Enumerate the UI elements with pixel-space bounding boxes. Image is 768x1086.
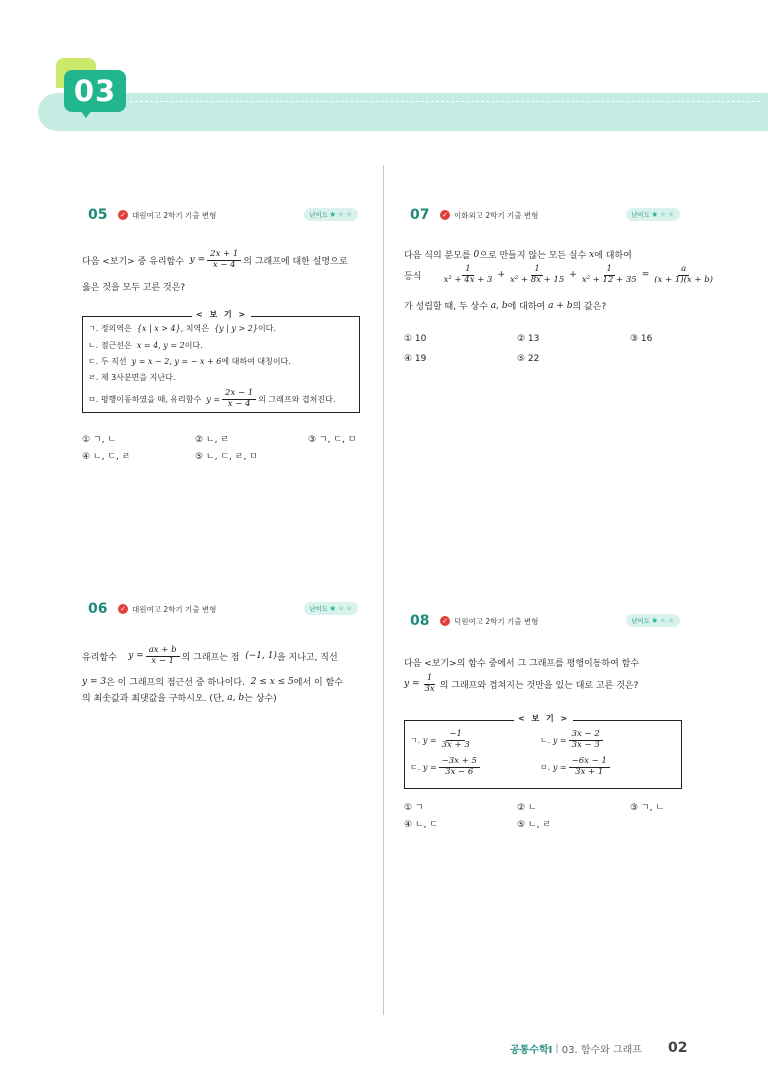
star-empty-icon: ★ <box>345 604 353 613</box>
q08-choice-4[interactable]: ④ ㄴ, ㄷ <box>404 820 439 830</box>
star-empty-icon: ★ <box>667 210 675 219</box>
q05-choice-3[interactable]: ③ ㄱ, ㄷ, ㅁ <box>308 435 357 445</box>
star-empty-icon: ★ <box>337 604 345 613</box>
difficulty-label: 난이도 <box>309 211 329 219</box>
star-filled-icon: ★ <box>329 210 337 219</box>
footer-separator: | <box>555 1042 559 1054</box>
q06-difficulty-badge <box>304 602 358 615</box>
q08-stem-line1: 다음 <보기>의 함수 중에서 그 그래프를 평행이동하여 함수 <box>404 659 640 669</box>
q05-choice-2[interactable]: ② ㄴ, ㄹ <box>195 435 230 445</box>
q07-number: 07 <box>410 207 430 223</box>
check-icon: ✓ <box>440 616 450 626</box>
q07-header <box>410 206 538 224</box>
q08-item-2: ㄴ. y = $\frac{3x - 2}{3x - 3}$ <box>540 730 605 751</box>
q05-bogi-title: < 보 기 > <box>192 309 251 320</box>
q05-item-1: ㄱ. 정의역은 {x | x > 4}, 치역은 {y | y > 2} 이다. <box>88 324 276 333</box>
footer-chapter: 03. 함수와 그래프 <box>561 1044 642 1056</box>
fraction: $\frac{a}{(x + 1)(x + b)}$ <box>654 264 714 285</box>
difficulty-label: 난이도 <box>309 605 329 613</box>
q08-item-1: ㄱ. y = $\frac{-1}{3x + 3}$ <box>410 729 470 750</box>
q07-choice-5[interactable]: ⑤ 22 <box>517 354 540 364</box>
star-filled-icon: ★ <box>651 616 659 625</box>
q08-choice-1[interactable]: ① ㄱ <box>404 803 424 813</box>
star-empty-icon: ★ <box>337 210 345 219</box>
q08-choice-5[interactable]: ⑤ ㄴ, ㄹ <box>517 820 552 830</box>
q05-choice-4[interactable]: ④ ㄴ, ㄷ, ㄹ <box>82 452 131 462</box>
page-footer <box>510 1040 687 1056</box>
star-empty-icon: ★ <box>345 210 353 219</box>
star-empty-icon: ★ <box>659 616 667 625</box>
badge-tail <box>80 110 92 118</box>
q06-stem-line3: 의 최솟값과 최댓값을 구하시오. (단, a, b 는 상수) <box>82 692 277 704</box>
q05-difficulty-badge <box>304 208 358 221</box>
q07-difficulty-badge <box>626 208 680 221</box>
q08-header <box>410 612 538 630</box>
check-icon: ✓ <box>440 210 450 220</box>
q08-source: 덕원여고 2학기 기출 변형 <box>454 616 539 626</box>
star-empty-icon: ★ <box>659 210 667 219</box>
q05-source: 대원여고 2학기 기출 변형 <box>132 210 217 220</box>
q05-item-5: ㅁ. 평행이동하였을 때, 유리함수 y = $\frac{2x - 1}{x - 4}$ 의 그래프와 겹쳐진다. <box>88 388 336 409</box>
difficulty-label: 난이도 <box>631 617 651 625</box>
q06-source: 대원여고 2학기 기출 변형 <box>132 604 217 614</box>
q05-item-4: ㄹ. 제 3사분면을 지난다. <box>88 373 176 382</box>
fraction: $\frac{1}{\text{x² + 12 + 35}}$ <box>581 264 637 285</box>
q08-stem-line2: y = $\frac{1}{3x}$ 의 그래프와 겹쳐지는 것만을 있는 대로 고른 것은? <box>404 673 639 694</box>
q07-choice-1[interactable]: ① 10 <box>404 334 427 344</box>
star-empty-icon: ★ <box>667 616 675 625</box>
check-icon: ✓ <box>118 210 128 220</box>
q08-choice-2[interactable]: ② ㄴ <box>517 803 537 813</box>
column-divider <box>383 165 384 1015</box>
q05-item-3: ㄷ. 두 직선 y = x − 2, y = − x + 6 에 대하여 대칭이다. <box>88 357 291 366</box>
fraction: $\frac{2x + 1}{x - 4}$ <box>207 250 241 271</box>
header-dashed-line <box>130 101 760 102</box>
difficulty-label: 난이도 <box>631 211 651 219</box>
unit-number-badge: 03 <box>64 70 126 112</box>
q07-choice-2[interactable]: ② 13 <box>517 334 540 344</box>
q07-choice-3[interactable]: ③ 16 <box>630 334 653 344</box>
fraction: $\frac{2x - 1}{x - 4}$ <box>222 389 256 410</box>
q08-choice-3[interactable]: ③ ㄱ, ㄴ <box>630 803 665 813</box>
fraction: $\frac{1}{\text{x² + 8x + 15}}$ <box>509 264 565 285</box>
q05-choice-1[interactable]: ① ㄱ, ㄴ <box>82 435 117 445</box>
q05-stem-line2: 옳은 것을 모두 고른 것은? <box>82 283 186 293</box>
q07-stem-line3: 가 성립할 때, 두 상수 a, b 에 대하여 a + b 의 값은? <box>404 300 607 312</box>
q07-choice-4[interactable]: ④ 19 <box>404 354 427 364</box>
q08-number: 08 <box>410 613 430 629</box>
q05-header <box>88 206 216 224</box>
star-filled-icon: ★ <box>329 604 337 613</box>
q08-item-3: ㄷ. y = $\frac{-3x + 5}{3x - 6}$ <box>410 757 482 778</box>
q07-source: 이화외고 2학기 기출 변형 <box>454 210 539 220</box>
q06-number: 06 <box>88 601 108 617</box>
q07-stem-line1: 다음 식의 분모를 0 으로 만들지 않는 모든 실수 x 에 대하여 <box>404 249 632 261</box>
fraction: $\frac{1}{3x}$ <box>424 673 435 694</box>
header-band <box>38 93 768 131</box>
page-number: 02 <box>667 1040 688 1056</box>
q07-equation: 등식 $\frac{1}{\text{x² + 4x + 3}}$ + $\frac{1}{\text{x² + 8x + 15}}$ + $\frac{1}{\text{x² + 12 + 35}}$ = $\frac{a}{(x + 1)(x + b)}$ <box>404 265 718 286</box>
q06-stem-line1: 유리함수 y = $\frac{ax + b}{x - 1}$ 의 그래프는 점 (−1, 1) 을 지나고, 직선 <box>82 645 338 666</box>
footer-book: 공통수학I <box>510 1044 553 1056</box>
q08-item-4: ㅁ. y = $\frac{-6x - 1}{3x + 1}$ <box>540 757 612 778</box>
q08-difficulty-badge <box>626 614 680 627</box>
q05-choice-5[interactable]: ⑤ ㄴ, ㄷ, ㄹ, ㅁ <box>195 452 258 462</box>
q05-item-2: ㄴ. 점근선은 x = 4, y = 2 이다. <box>88 341 203 350</box>
q05-stem-line1: 다음 <보기> 중 유리함수 y = $\frac{2x + 1}{x - 4}$ 의 그래프에 대한 설명으로 <box>82 249 348 270</box>
fraction: $\frac{1}{\text{x² + 4x + 3}}$ <box>443 264 493 285</box>
q06-stem-line2: y = 3 은 이 그래프의 점근선 중 하나이다. 2 ≤ x ≤ 5 에서 이 함수 <box>82 676 343 688</box>
fraction: $\frac{ax + b}{x - 1}$ <box>146 646 180 667</box>
q05-number: 05 <box>88 207 108 223</box>
check-icon: ✓ <box>118 604 128 614</box>
q06-header <box>88 600 216 618</box>
q08-bogi-title: < 보 기 > <box>514 713 573 724</box>
star-filled-icon: ★ <box>651 210 659 219</box>
